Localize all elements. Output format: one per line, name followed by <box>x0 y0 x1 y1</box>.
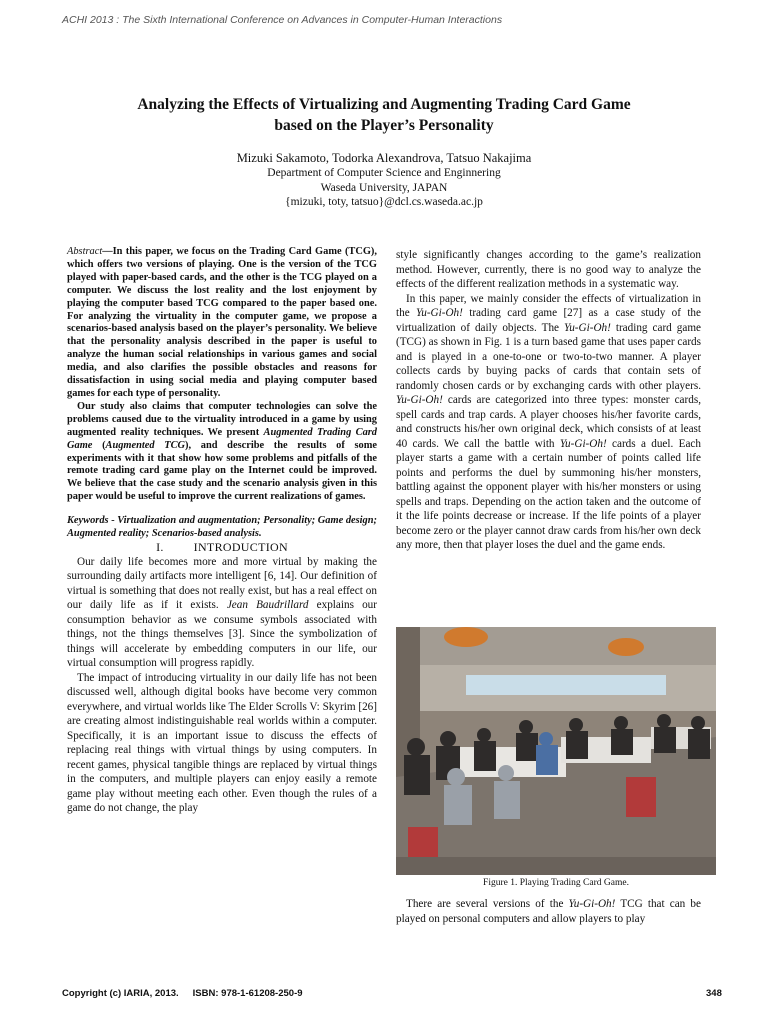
intro-paragraph-2: The impact of introducing virtuality in our daily life has not been discussed well, although digital books have become very common everywhere, and virtual worlds like The Elder Scrolls V: Skyrim [26] are creating almost indistinguishable real worlds within a computer. Specifically, it is an important issue to discuss the effects of replacing real things with virtual things by using computers. In recent games, physical tangible things are replaced by virtual things in the computers, and multiple players can enjoy easily a remote game play without meeting each other. Even though the rules of a game do not change, the play <box>67 671 377 815</box>
abstract-lead: Abstract <box>67 246 103 257</box>
keywords: Keywords - Virtualization and augmentation; Personality; Game design; Augmented reality; Scenarios-based analysis. <box>67 515 377 540</box>
abstract-paragraph-1: Abstract—In this paper, we focus on the Trading Card Game (TCG), which offers two versions of playing. One is the version of the TCG played with paper-based cards, and the other is the TCG played on a computer. We discuss the lost reality and the lost enjoyment by playing the computer based TCG compared to the paper based one. For analyzing the virtuality in the computer game, we propose a scenarios-based analysis based on the player’s personality. We believe that the personality analysis described in the paper is useful to analyze the human social relationships in various games and social media, and also clarifies the possible obstacles and reasons for dissatisfaction in using social media and playing computer based games for each type of personality. <box>67 246 377 399</box>
department: Department of Computer Science and Enginnering <box>267 167 501 179</box>
left-column <box>67 246 377 816</box>
right-paragraph-1: In this paper, we mainly consider the effects of virtualization in the Yu-Gi-Oh! trading card game [27] as a case study of the virtualization of daily objects. The Yu-Gi-Oh! trading card game (TCG) as shown in Fig. 1 is a turn based game that uses paper cards and is played in a one-to-one or two-to-two manner. A player collects cards by buying packs of cards that contain sets of randomly chosen cards or by exchanging cards with other players. Yu-Gi-Oh! cards are categorized into three types: monster cards, spell cards and trap cards. A player chooses his/her favorite cards, and constructs his/her own original deck, which consists of at least 40 cards. We call the battle with Yu-Gi-Oh! cards a duel. Each player starts a game with a certain number of points called life points and performs the duel by summoning his/her monsters, battling against the opponent player with his/her monsters or using spells and traps. Depending on the action taken and the outcome of it the life points decrease or increase. If the life points of a player become zero or the player cannot draw cards from his/her own deck any more, then that player loses the duel and the game ends. <box>396 292 702 551</box>
abstract-paragraph-2: Our study also claims that computer technologies can solve the problems caused due to the virtuality introduced in a game by using augmented reality techniques. We present Augmented Trading Card Game (Augmented TCG), and describe the results of some experiments with it that show how some problems and pitfalls of the remote trading card game play on the Internet could be improved. We believe that the case study and the scenario analysis given in this paper would be useful to improve the current realizations of games. <box>67 400 378 503</box>
title-line-2: based on the Player’s Personality <box>274 117 494 134</box>
affiliation <box>60 166 708 210</box>
figure-caption: Figure 1. Playing Trading Card Game. <box>483 878 629 888</box>
title-line-1: Analyzing the Effects of Virtualizing and Augmenting Trading Card Game <box>137 96 631 113</box>
section-number: I. <box>156 540 164 555</box>
university: Waseda University, JAPAN <box>320 181 448 194</box>
email: {mizuki, toty, tatsuo}@dcl.cs.waseda.ac.jp <box>285 196 483 208</box>
section-heading <box>67 540 377 555</box>
paper-title <box>60 94 708 136</box>
authors: Mizuki Sakamoto, Todorka Alexandrova, Tatsuo Nakajima <box>236 151 532 165</box>
photo-illustration <box>396 627 716 875</box>
running-header: ACHI 2013 : The Sixth International Conference on Advances in Computer-Human Interactions <box>62 14 503 26</box>
page-number: 348 <box>706 988 722 999</box>
right-column <box>396 248 701 553</box>
footer-copyright: Copyright (c) IARIA, 2013. ISBN: 978-1-61208-250-9 <box>62 988 303 999</box>
abstract <box>67 246 377 504</box>
right-paragraph-2: There are several versions of the Yu-Gi-Oh! TCG that can be played on personal computers and allow players to play <box>396 898 701 925</box>
right-paragraph-0: style significantly changes according to the game’s realization method. However, currently, there is no good way to analyze the effects of the different realization methods in a systematic way. <box>396 249 701 290</box>
footer-isbn: ISBN: 978-1-61208-250-9 <box>192 988 303 999</box>
section-title: INTRODUCTION <box>193 540 288 555</box>
intro-paragraph-1: Our daily life becomes more and more virtual by making the surrounding daily artifacts more intelligent [6, 14]. Our definition of virtual is something that does not really exist, but has a real effect on our daily life as if it exists. Jean Baudrillard explains our consumption behavior as we consume symbols associated with things, not the things themselves [3]. Since the symbolization of things will accelerate by embedding computers in our life, our virtual consumption will progress rapidly. <box>67 555 377 670</box>
figure-photo <box>396 627 716 875</box>
